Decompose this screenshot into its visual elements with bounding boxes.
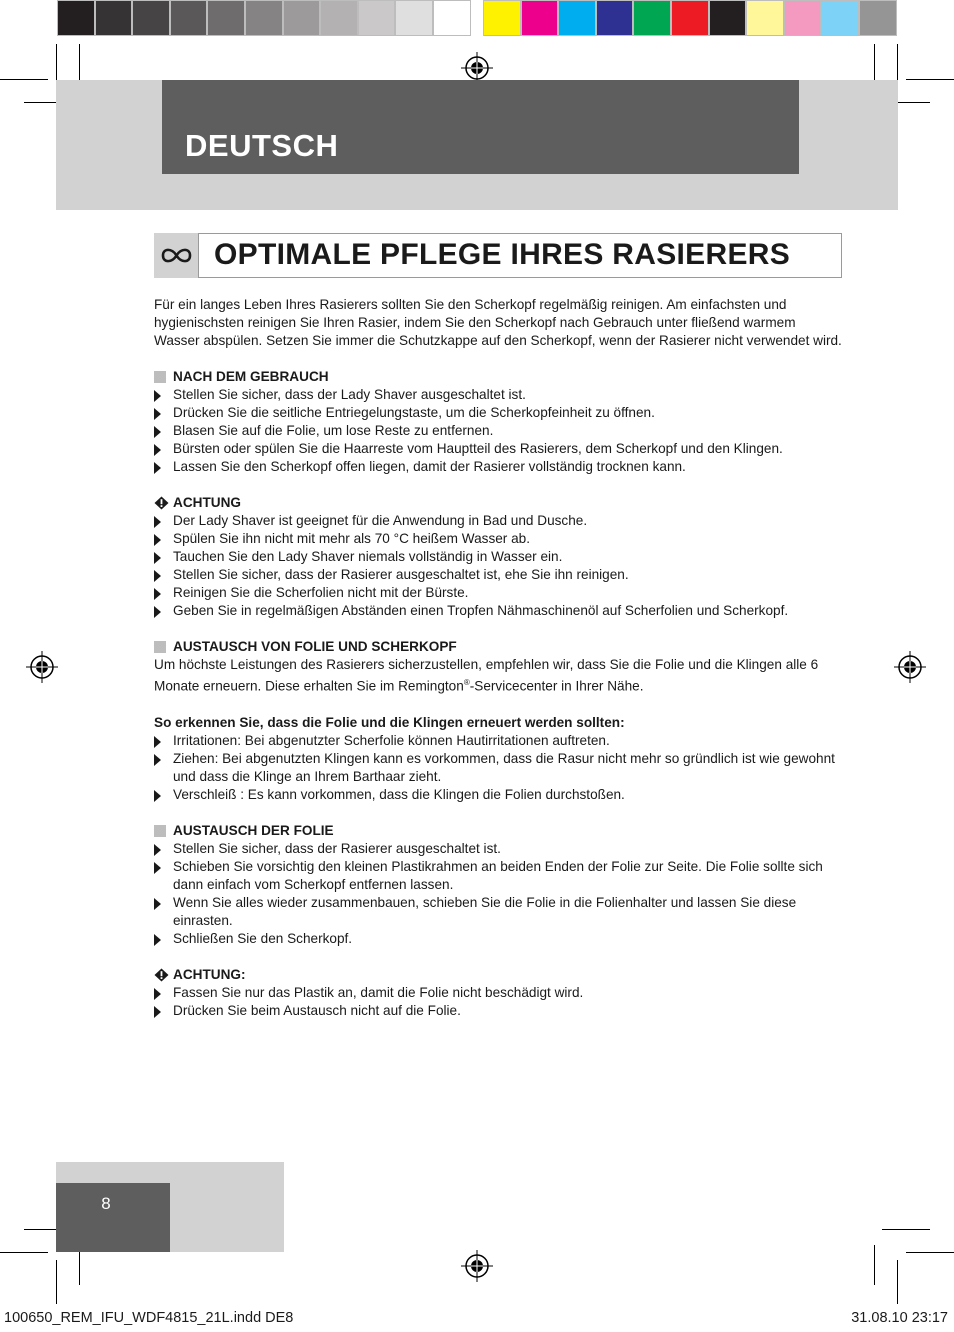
registered-mark: ® bbox=[463, 678, 470, 687]
list-item-text: Verschleiß : Es kann vorkommen, dass die Klingen die Folien durchstoßen. bbox=[173, 786, 625, 802]
list-item-text: Stellen Sie sicher, dass der Rasierer ausgeschaltet ist. bbox=[173, 840, 501, 856]
list-item bbox=[154, 440, 844, 458]
list-item-text: Bürsten oder spülen Sie die Haarreste vom Hauptteil des Rasierers, dem Scherkopf und den Klingen. bbox=[173, 441, 783, 456]
gray-swatch bbox=[207, 0, 245, 36]
list-item-text: Schließen Sie den Scherkopf. bbox=[173, 930, 353, 946]
color-swatch bbox=[558, 0, 596, 36]
color-swatch bbox=[633, 0, 671, 36]
slug-filename: 100650_REM_IFU_WDF4815_21L.indd DE8 bbox=[4, 1310, 294, 1326]
list-item bbox=[154, 930, 844, 948]
gray-swatch bbox=[245, 0, 283, 36]
after-use-section bbox=[154, 368, 844, 476]
gray-swatch bbox=[132, 0, 170, 36]
triangle-bullet-icon bbox=[154, 422, 173, 440]
list-item-text: Stellen Sie sicher, dass der Rasierer ausgeschaltet ist, ehe Sie ihn reinigen. bbox=[173, 567, 629, 582]
triangle-bullet-icon bbox=[154, 732, 173, 750]
color-swatch bbox=[821, 0, 859, 36]
warning-icon bbox=[154, 496, 169, 510]
list-item bbox=[154, 732, 844, 750]
list-item-text: Geben Sie in regelmäßigen Abständen einen Tropfen Nähmaschinenöl auf Scherfolien und Scherkopf. bbox=[173, 603, 789, 618]
square-bullet-icon bbox=[154, 371, 166, 383]
color-swatch bbox=[521, 0, 559, 36]
process-color-bar bbox=[483, 0, 897, 38]
color-swatch bbox=[483, 0, 521, 36]
gray-swatch bbox=[358, 0, 396, 36]
list-item-text: Der Lady Shaver ist geeignet für die Anwendung in Bad und Dusche. bbox=[173, 513, 588, 528]
triangle-bullet-icon bbox=[154, 530, 173, 548]
recognize-section bbox=[154, 714, 844, 804]
triangle-bullet-icon bbox=[154, 584, 173, 602]
crop-mark bbox=[0, 1252, 48, 1253]
color-swatch bbox=[784, 0, 822, 36]
warning-icon bbox=[154, 968, 169, 982]
triangle-bullet-icon bbox=[154, 894, 173, 930]
square-bullet-icon bbox=[154, 825, 166, 837]
list-item bbox=[154, 548, 844, 566]
triangle-bullet-icon bbox=[154, 840, 173, 858]
gray-swatch bbox=[433, 0, 471, 36]
list-item bbox=[154, 786, 844, 804]
list-item-text: Wenn Sie alles wieder zusammenbauen, schieben Sie die Folie in die Folienhalter und lassen Sie diese einrasten. bbox=[173, 894, 797, 928]
triangle-bullet-icon bbox=[154, 750, 173, 786]
list-item bbox=[154, 858, 844, 894]
list-item bbox=[154, 750, 844, 786]
list-item bbox=[154, 840, 844, 858]
registration-mark-icon bbox=[894, 651, 926, 683]
caution2-list bbox=[154, 984, 844, 1020]
crop-mark bbox=[56, 1260, 57, 1304]
list-item-text: Reinigen Sie die Scherfolien nicht mit der Bürste. bbox=[173, 585, 469, 600]
triangle-bullet-icon bbox=[154, 404, 173, 422]
after-use-heading-text: NACH DEM GEBRAUCH bbox=[173, 369, 329, 384]
list-item-text: Drücken Sie die seitliche Entriegelungstaste, um die Scherkopfeinheit zu öffnen. bbox=[173, 405, 655, 420]
list-item bbox=[154, 566, 844, 584]
list-item bbox=[154, 512, 844, 530]
list-item-text: Stellen Sie sicher, dass der Lady Shaver ausgeschaltet ist. bbox=[173, 387, 526, 402]
list-item-text: Ziehen: Bei abgenutzten Klingen kann es vorkommen, dass die Rasur nicht mehr so gründlich ist wie gewohnt und dass die Klinge an Ihrem Barthaar zieht. bbox=[173, 750, 835, 784]
crop-mark bbox=[906, 79, 954, 80]
registration-mark-icon bbox=[461, 1250, 493, 1282]
list-item-text: Fassen Sie nur das Plastik an, damit die Folie nicht beschädigt wird. bbox=[173, 984, 584, 1000]
list-item-text: Lassen Sie den Scherkopf offen liegen, damit der Rasierer vollständig trocknen kann. bbox=[173, 459, 686, 474]
after-use-heading bbox=[154, 368, 844, 386]
list-item bbox=[154, 894, 844, 930]
gray-swatch bbox=[320, 0, 358, 36]
crop-mark bbox=[0, 79, 48, 80]
triangle-bullet-icon bbox=[154, 984, 173, 1002]
list-item bbox=[154, 1002, 844, 1020]
gray-swatch bbox=[57, 0, 95, 36]
color-swatch bbox=[671, 0, 709, 36]
caution2-section bbox=[154, 966, 844, 1020]
triangle-bullet-icon bbox=[154, 512, 173, 530]
list-item-text: Spülen Sie ihn nicht mit mehr als 70 °C heißem Wasser ab. bbox=[173, 531, 531, 546]
recognize-list bbox=[154, 732, 844, 804]
replace-foil-heading bbox=[154, 822, 844, 840]
registration-mark-icon bbox=[26, 651, 58, 683]
color-swatch bbox=[709, 0, 747, 36]
replace-foil-cutter-heading bbox=[154, 638, 844, 656]
gray-color-bar bbox=[57, 0, 471, 38]
language-title: DEUTSCH bbox=[185, 128, 339, 163]
list-item-text: Drücken Sie beim Austausch nicht auf die Folie. bbox=[173, 1002, 461, 1018]
gray-swatch bbox=[395, 0, 433, 36]
gray-swatch bbox=[95, 0, 133, 36]
caution1-heading bbox=[154, 494, 844, 512]
list-item bbox=[154, 984, 844, 1002]
caution2-heading-text: ACHTUNG: bbox=[173, 966, 246, 982]
list-item bbox=[154, 422, 844, 440]
color-swatch bbox=[746, 0, 784, 36]
list-item-text: Irritationen: Bei abgenutzter Scherfolie können Hautirritationen auftreten. bbox=[173, 732, 610, 748]
replace-foil-cutter-section bbox=[154, 638, 844, 696]
triangle-bullet-icon bbox=[154, 1002, 173, 1020]
list-item bbox=[154, 584, 844, 602]
triangle-bullet-icon bbox=[154, 786, 173, 804]
recognize-heading: So erkennen Sie, dass die Folie und die Klingen erneuert werden sollten: bbox=[154, 714, 625, 730]
content bbox=[154, 296, 844, 1020]
list-item bbox=[154, 386, 844, 404]
replace-foil-section bbox=[154, 822, 844, 948]
list-item bbox=[154, 530, 844, 548]
list-item-text: Tauchen Sie den Lady Shaver niemals vollständig in Wasser ein. bbox=[173, 549, 563, 564]
replace-text-before: Um höchste Leistungen des Rasierers sicherzustellen, empfehlen wir, dass Sie die Folie und die Klingen alle 6 Monate erneuern. Diese erhalten Sie im Remington bbox=[154, 657, 819, 694]
list-item-text: Blasen Sie auf die Folie, um lose Reste zu entfernen. bbox=[173, 423, 494, 438]
replace-foil-list bbox=[154, 840, 844, 948]
triangle-bullet-icon bbox=[154, 858, 173, 894]
caution1-list bbox=[154, 512, 844, 620]
triangle-bullet-icon bbox=[154, 386, 173, 404]
section-title: OPTIMALE PFLEGE IHRES RASIERERS bbox=[214, 238, 791, 271]
caution2-heading bbox=[154, 966, 844, 984]
list-item bbox=[154, 404, 844, 422]
triangle-bullet-icon bbox=[154, 602, 173, 620]
page-number: 8 bbox=[101, 1194, 111, 1213]
square-bullet-icon bbox=[154, 641, 166, 653]
replace-foil-heading-text: AUSTAUSCH DER FOLIE bbox=[173, 822, 334, 838]
crop-mark bbox=[882, 1229, 930, 1230]
triangle-bullet-icon bbox=[154, 566, 173, 584]
list-item bbox=[154, 458, 844, 476]
caution1-heading-text: ACHTUNG bbox=[173, 495, 241, 510]
crop-mark bbox=[874, 1245, 875, 1285]
replace-foil-cutter-paragraph bbox=[154, 656, 844, 696]
section-icon-box bbox=[154, 233, 199, 278]
crop-mark bbox=[906, 1252, 954, 1253]
triangle-bullet-icon bbox=[154, 458, 173, 476]
caution1-section bbox=[154, 494, 844, 620]
triangle-bullet-icon bbox=[154, 440, 173, 458]
after-use-list bbox=[154, 386, 844, 476]
gray-swatch bbox=[283, 0, 321, 36]
gray-swatch bbox=[170, 0, 208, 36]
color-swatch bbox=[596, 0, 634, 36]
infinity-icon bbox=[154, 233, 199, 278]
replace-text-after: -Servicecenter in Ihrer Nähe. bbox=[469, 678, 644, 694]
list-item-text: Schieben Sie vorsichtig den kleinen Plastikrahmen an beiden Enden der Folie zur Seite. Die Folie sollte sich dann einfach vom Scherkopf entfernen lassen. bbox=[173, 858, 823, 892]
slug-date: 31.08.10 23:17 bbox=[851, 1310, 948, 1326]
triangle-bullet-icon bbox=[154, 548, 173, 566]
replace-foil-cutter-heading-text: AUSTAUSCH VON FOLIE UND SCHERKOPF bbox=[173, 639, 457, 654]
color-swatch bbox=[859, 0, 897, 36]
triangle-bullet-icon bbox=[154, 930, 173, 948]
list-item bbox=[154, 602, 844, 620]
intro-paragraph: Für ein langes Leben Ihres Rasierers sollten Sie den Scherkopf regelmäßig reinigen. Am einfachsten und hygienischsten reinigen Sie Ihren Rasier, indem Sie den Scherkopf nach Gebrauch unter fließend warmem Wasser abspülen. Setzen Sie immer die Schutzkappe auf den Scherkopf, wenn der Rasierer nicht verwendet wird. bbox=[154, 297, 842, 348]
crop-mark bbox=[897, 1260, 898, 1304]
